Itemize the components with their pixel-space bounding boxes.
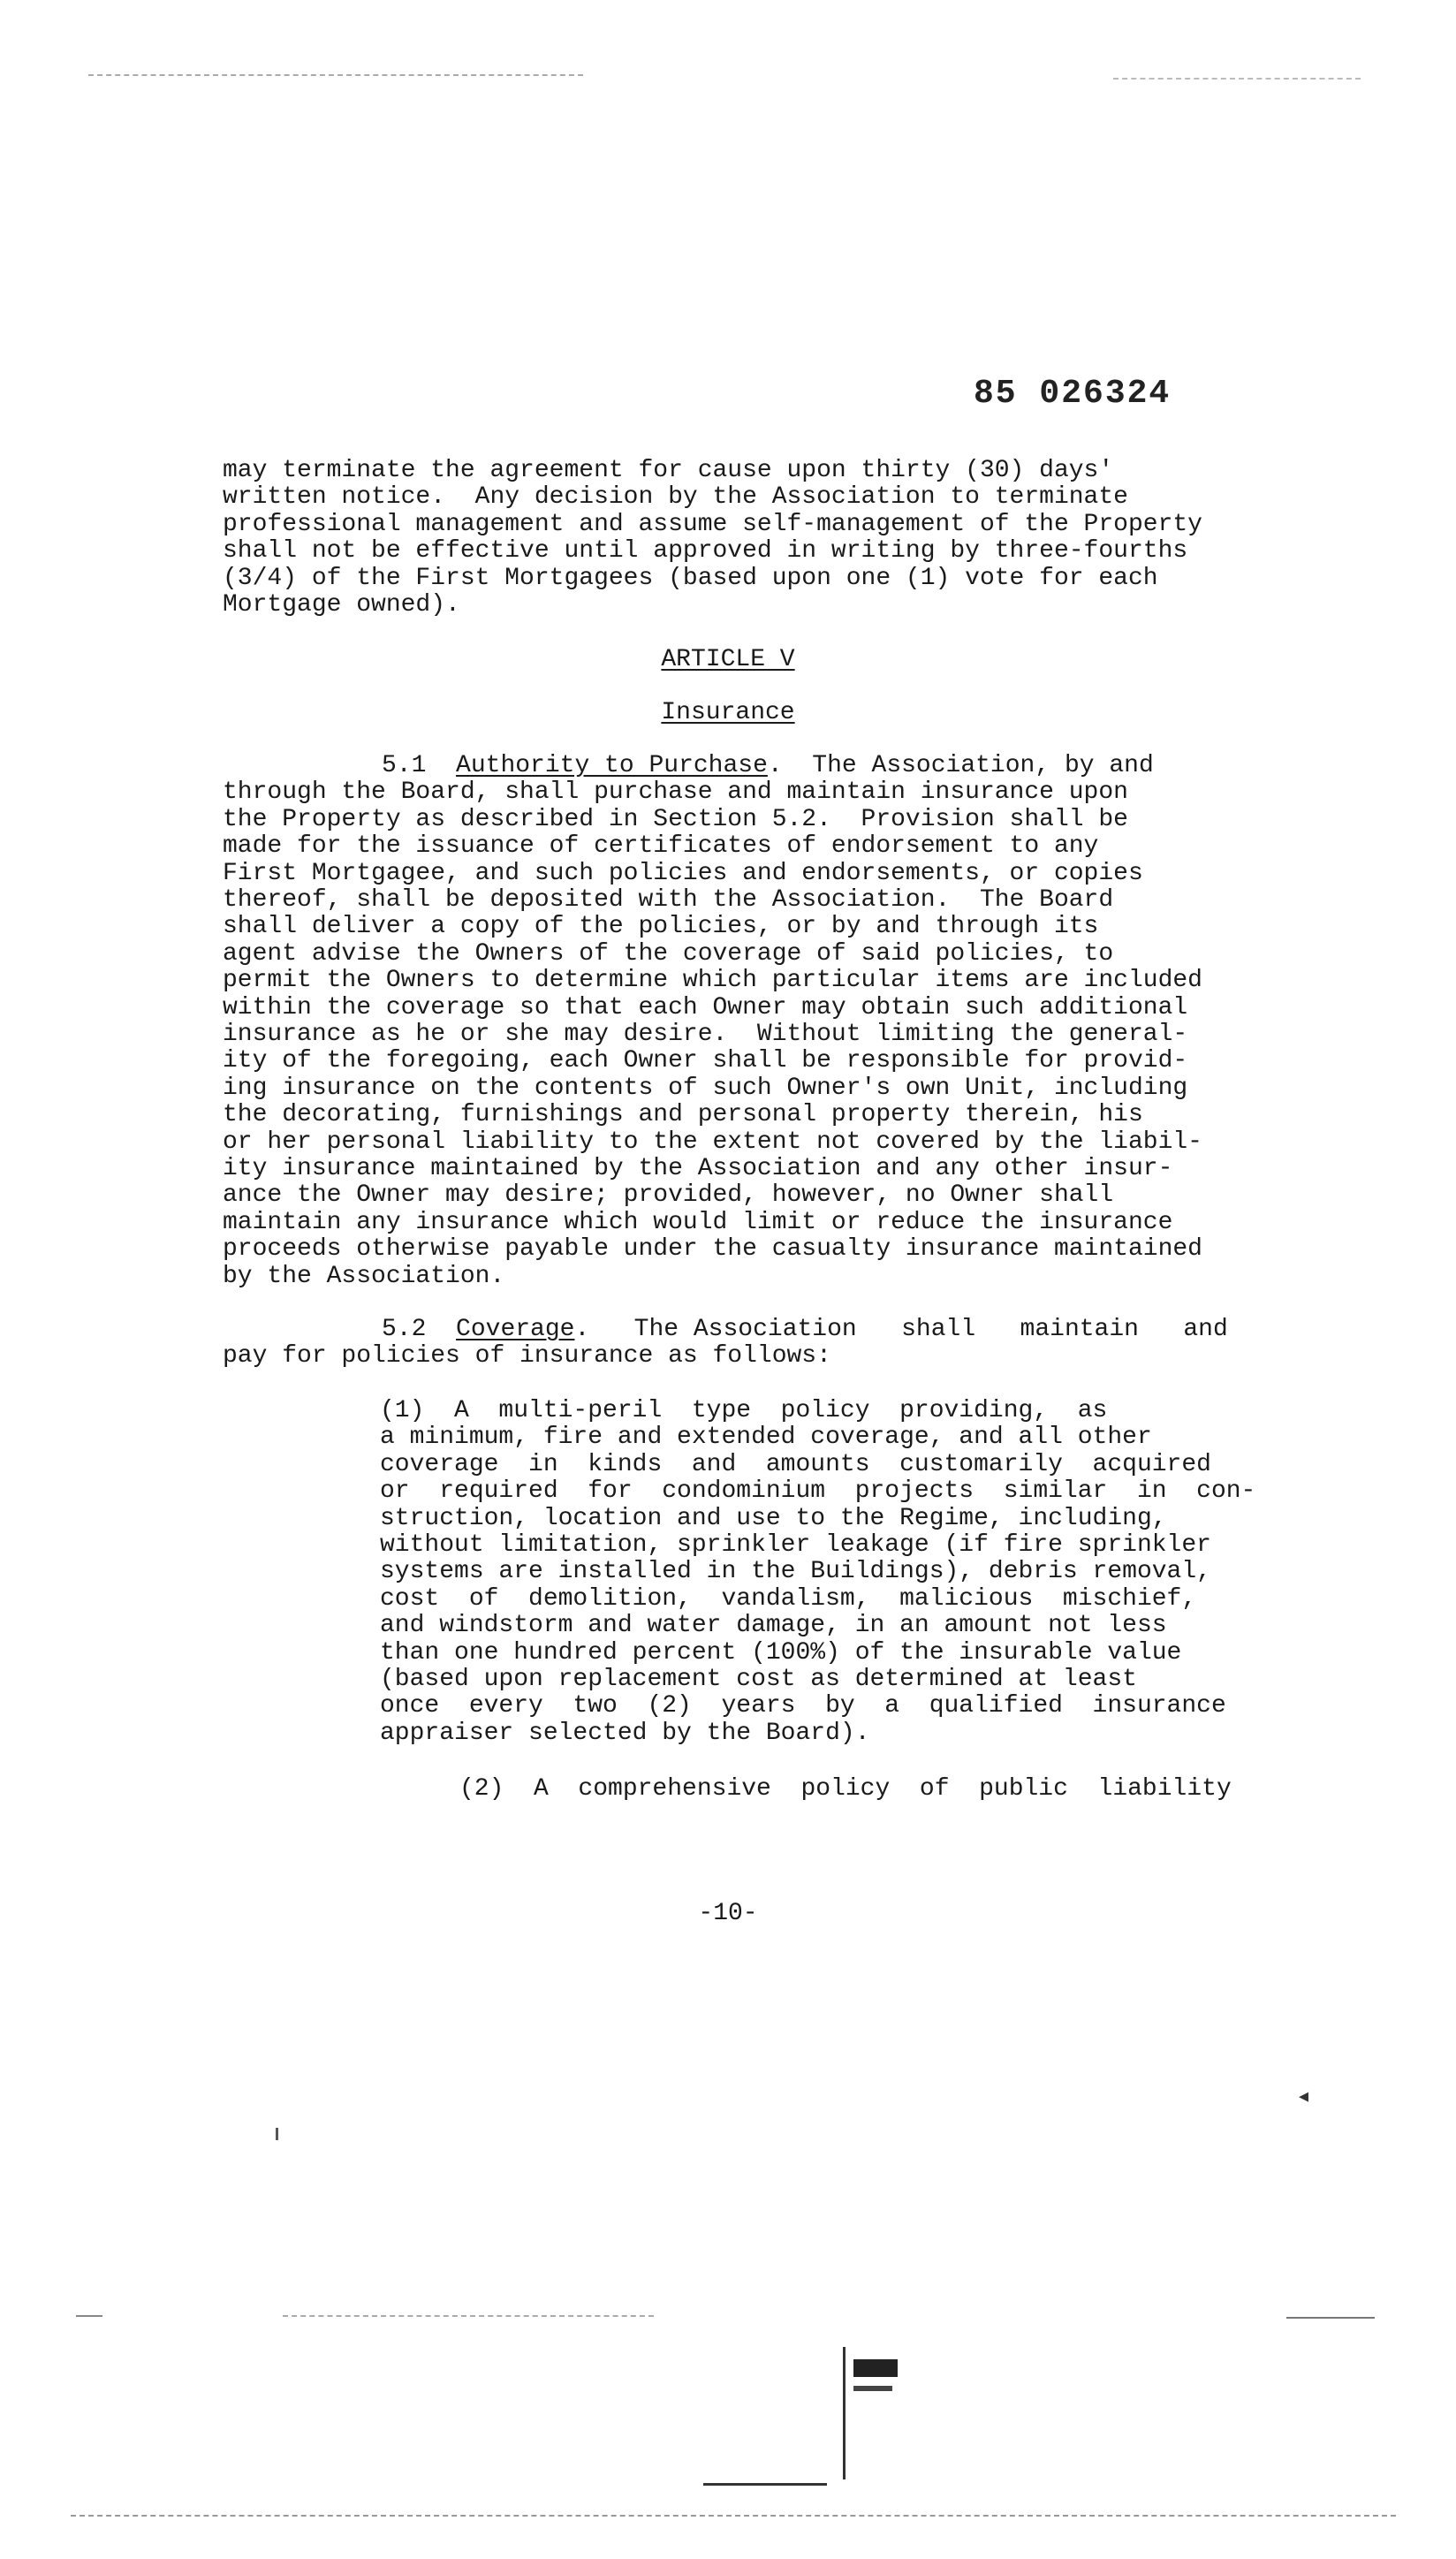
- article-title-text: Insurance: [661, 699, 795, 726]
- scan-artifact-line: [1286, 2317, 1375, 2320]
- scan-artifact-line: [283, 2315, 654, 2318]
- scan-artifact-line: [76, 2315, 102, 2318]
- scan-artifact-bottom-border: [71, 2515, 1396, 2517]
- section-5-1-body: through the Board, shall purchase and maintain insurance upon the Property as described in Section 5.2. Provision shall be made for the issuance of certificates of endorsement to any First Mortgagee, and such policies and endorsements, or copies thereof, shall be deposited with the Association. The Board shall deliver a copy of the policies, or by and through its agent advise the Owners of the coverage of said policies, to permit the Owners to determine which particular items are included within the coverage so that each Owner may obtain such additional insurance as he or she may desire. Without limiting the general- ity of the foregoing, each Owner shall be responsible for provid- ing insurance on the contents of such Owner's own Unit, including the decorating, furnishings and personal property therein, his or her personal liability to the extent not covered by the liabil- ity insurance maintained by the Association and any other insur- ance the Owner may desire; provided, however, no Owner shall maintain any insurance which would limit or reduce the insurance proceeds otherwise payable under the casualty insurance maintained by the Association.: [223, 778, 1202, 1290]
- section-5-2-first-line-rest: . The Association shall maintain and: [574, 1316, 1228, 1343]
- section-5-1-first-line: [223, 753, 1279, 779]
- section-5-1-number: 5.1: [382, 752, 427, 779]
- section-5-1-title: Authority to Purchase: [456, 752, 768, 779]
- section-5-2-body: pay for policies of insurance as follows:: [223, 1342, 831, 1371]
- intro-paragraph: may terminate the agreement for cause upon thirty (30) days' written notice. Any decision by the Association to terminate professional management and assume self-management of the Property shall not be effective until approved in writing by three-fourths (3/4) of the First Mortgagees (based upon one (1) vote for each Mortgage owned).: [223, 457, 1202, 619]
- item-1-text: (1) A multi-peril type policy providing, as a minimum, fire and extended coverage, and all other coverage in kinds and amounts customarily acquired or required for condominium projects similar in con- struction, location and use to the Regime, including, without limitation, sprinkler leakage (if fire sprinkler systems are installed in the Buildings), debris removal, cost of demolition, vandalism, malicious mischief, and windstorm and water damage, in an amount not less than one hundred percent (100%) of the insurable value (based upon replacement cost as determined at least once every two (2) years by a qualified insurance appraiser selected by the Board).: [380, 1397, 1256, 1747]
- document-number: 85 026324: [974, 375, 1172, 413]
- article-heading-text: ARTICLE V: [661, 646, 795, 673]
- section-5-2-first-line: [223, 1317, 1279, 1343]
- article-title: [0, 700, 1456, 726]
- scan-artifact-top-left: [88, 74, 583, 77]
- scan-artifact-arrow-icon: ◂: [1299, 2085, 1309, 2107]
- item-2-text-content: (2) A comprehensive policy of public liability: [459, 1775, 1232, 1803]
- section-5-1-first-line-rest: . The Association, by and: [767, 752, 1154, 779]
- scan-artifact-block: [853, 2359, 898, 2377]
- scan-artifact-vertical: [843, 2347, 846, 2479]
- article-heading: [0, 647, 1456, 673]
- section-5-2-title: Coverage: [456, 1316, 575, 1343]
- page-number: -10-: [698, 1900, 758, 1927]
- scan-artifact-mark: [276, 2128, 278, 2140]
- scan-artifact-top-right: [1113, 78, 1361, 80]
- section-5-2-number: 5.2: [382, 1316, 427, 1343]
- scan-artifact-underline: [703, 2483, 827, 2486]
- item-2-text: [380, 1776, 1279, 1803]
- scan-artifact-block: [853, 2386, 892, 2391]
